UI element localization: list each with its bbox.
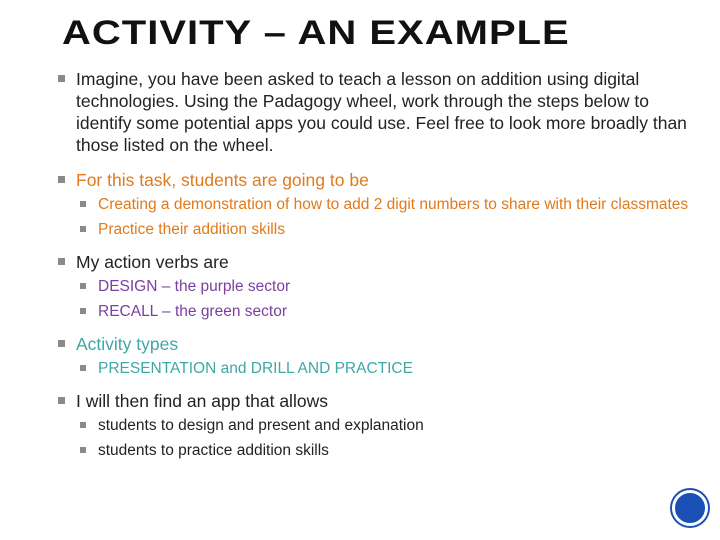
circle-nav-icon[interactable] (672, 490, 708, 526)
verbs-subitems (58, 277, 698, 321)
slide-title: ACTIVITY – AN EXAMPLE (62, 14, 570, 52)
verb-item: RECALL – the green sector (98, 303, 287, 320)
bullet-icon (80, 308, 86, 314)
app-item: students to design and present and explanation (98, 417, 424, 434)
app-item: students to practice addition skills (98, 442, 329, 459)
bullet-verbs (58, 251, 698, 273)
bullet-icon (80, 283, 86, 289)
sub-bullet (80, 302, 698, 321)
bullet-icon (58, 75, 65, 82)
task-item: Practice their addition skills (98, 221, 285, 238)
sub-bullet (80, 195, 698, 214)
bullet-icon (80, 447, 86, 453)
sub-bullet (80, 359, 698, 378)
activity-subitems (58, 359, 698, 378)
activity-heading: Activity types (76, 334, 179, 354)
app-heading: I will then find an app that allows (76, 391, 328, 411)
bullet-icon (80, 226, 86, 232)
bullet-activity (58, 333, 698, 355)
bullet-icon (58, 340, 65, 347)
bullet-icon (80, 422, 86, 428)
task-subitems (58, 195, 698, 239)
bullet-app (58, 390, 698, 412)
bullet-task (58, 169, 698, 191)
sub-bullet (80, 277, 698, 296)
verb-item: DESIGN – the purple sector (98, 278, 291, 295)
sub-bullet (80, 441, 698, 460)
bullet-icon (58, 397, 65, 404)
task-heading: For this task, students are going to be (76, 170, 369, 190)
bullet-intro (58, 68, 698, 156)
bullet-icon (80, 201, 86, 207)
bullet-icon (80, 365, 86, 371)
bullet-icon (58, 258, 65, 265)
sub-bullet (80, 416, 698, 435)
verbs-heading: My action verbs are (76, 252, 229, 272)
activity-item: PRESENTATION and DRILL AND PRACTICE (98, 360, 413, 377)
sub-bullet (80, 220, 698, 239)
app-subitems (58, 416, 698, 460)
bullet-icon (58, 176, 65, 183)
task-item: Creating a demonstration of how to add 2 digit numbers to share with their classmates (98, 196, 689, 213)
slide-body (58, 68, 698, 472)
intro-text: Imagine, you have been asked to teach a lesson on addition using digital technologies. Using the Padagogy wheel, work through the steps below to identify some potential apps you could use. Feel free to look more broadly than those listed on the wheel. (76, 69, 687, 155)
